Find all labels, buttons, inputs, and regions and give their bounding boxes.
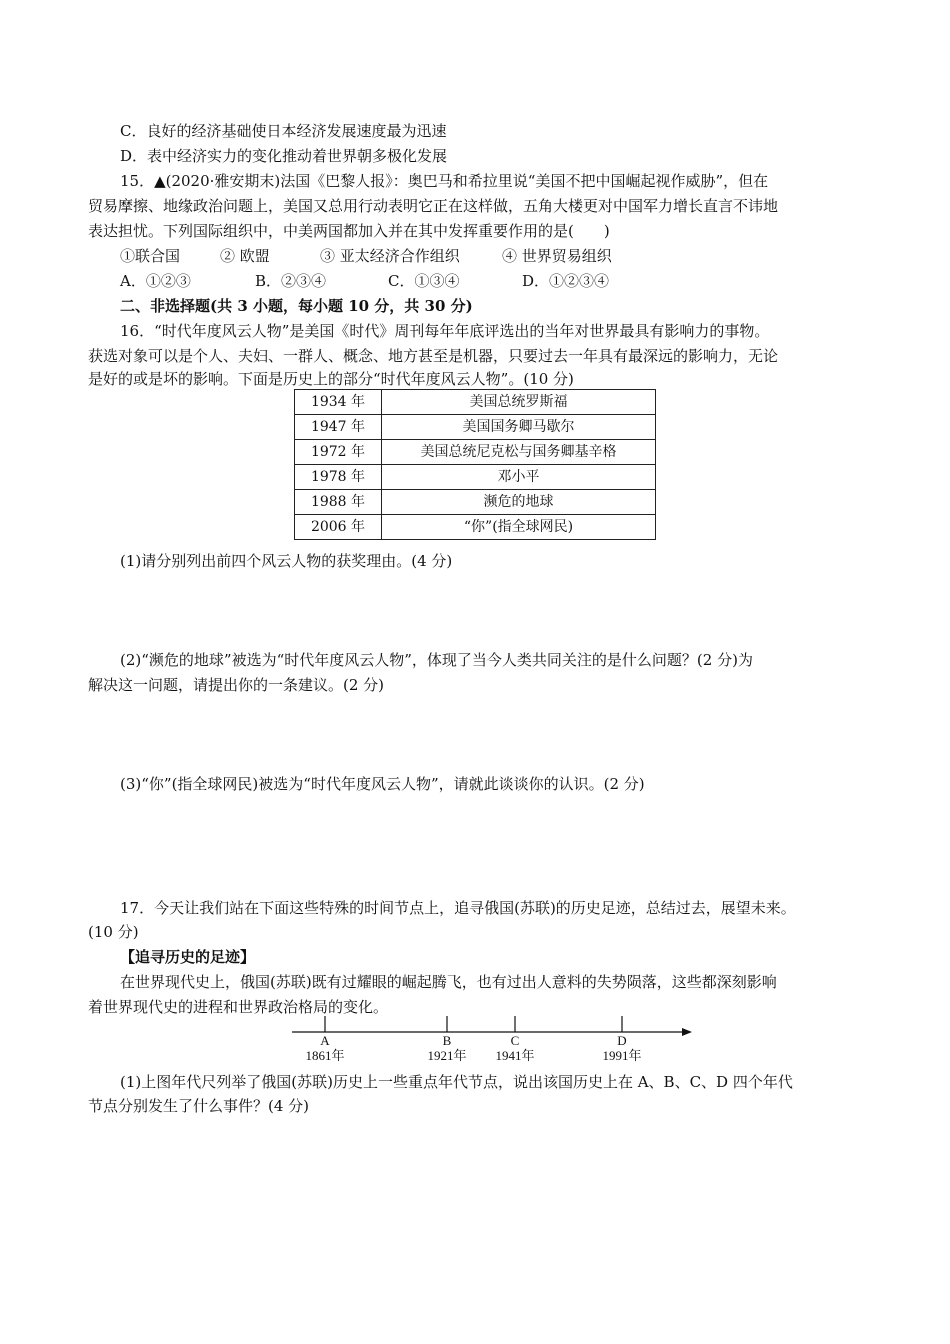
timeline-marks bbox=[305, 1016, 641, 1063]
q14-option-d: D．表中经济实力的变化推动着世界朝多极化发展 bbox=[120, 147, 448, 165]
table-cell-figure: 濒危的地球 bbox=[382, 490, 656, 515]
person-of-the-year-table bbox=[294, 389, 656, 540]
q16-stem-line3: 是好的或是坏的影响。下面是历史上的部分“时代年度风云人物”。(10 分) bbox=[88, 370, 574, 388]
timeline-node-year: 1941年 bbox=[495, 1048, 535, 1063]
q17-sub1-line1: (1)上图年代尺列举了俄国(苏联)历史上一些重点年代节点，说出该国历史上在 A、B、C、D 四个年代 bbox=[120, 1073, 793, 1091]
timeline-node-label: B bbox=[442, 1033, 452, 1048]
table-row bbox=[295, 440, 656, 465]
table-row bbox=[295, 515, 656, 540]
timeline-node-label: D bbox=[617, 1033, 627, 1048]
q16-sub2-line2: 解决这一问题，请提出你的一条建议。(2 分) bbox=[88, 676, 385, 694]
q17-sub1-line2: 节点分别发生了什么事件？(4 分) bbox=[88, 1097, 310, 1115]
table-cell-figure: “你”(指全球网民) bbox=[382, 515, 656, 540]
q15-org-1: ①联合国 bbox=[120, 247, 181, 265]
table-row bbox=[295, 465, 656, 490]
table-cell-figure: 邓小平 bbox=[382, 465, 656, 490]
table-cell-year: 1934 年 bbox=[295, 390, 382, 415]
timeline-arrow-icon bbox=[682, 1028, 692, 1036]
table-cell-figure: 美国总统尼克松与国务卿基辛格 bbox=[382, 440, 656, 465]
q15-org-4: ④ 世界贸易组织 bbox=[502, 247, 612, 265]
table-row bbox=[295, 490, 656, 515]
q15-stem-line3: 表达担忧。下列国际组织中，中美两国都加入并在其中发挥重要作用的是( ) bbox=[88, 222, 610, 240]
q16-sub2-line1: (2)“濒危的地球”被选为“时代年度风云人物”，体现了当今人类共同关注的是什么问题？(2 分)为 bbox=[120, 651, 753, 669]
q17-intro-line2: 着世界现代史的进程和世界政治格局的变化。 bbox=[88, 998, 389, 1016]
q15-choice-b: B．②③④ bbox=[255, 272, 327, 290]
table-cell-year: 1947 年 bbox=[295, 415, 382, 440]
q17-intro-line1: 在世界现代史上，俄国(苏联)既有过耀眼的崛起腾飞，也有过出人意料的失势陨落，这些都深刻影响 bbox=[120, 973, 777, 991]
q14-option-c: C．良好的经济基础使日本经济发展速度最为迅速 bbox=[120, 122, 447, 140]
table-row bbox=[295, 415, 656, 440]
q15-stem-line1: 15．▲(2020·雅安期末)法国《巴黎人报》：奥巴马和希拉里说“美国不把中国崛起视作威胁”，但在 bbox=[120, 172, 769, 190]
table-cell-year: 1972 年 bbox=[295, 440, 382, 465]
timeline-node-label: A bbox=[320, 1033, 330, 1048]
q16-sub1: (1)请分别列出前四个风云人物的获奖理由。(4 分) bbox=[120, 552, 453, 570]
table-row bbox=[295, 390, 656, 415]
q17-stem-line1: 17．今天让我们站在下面这些特殊的时间节点上，追寻俄国(苏联)的历史足迹，总结过去，展望未来。 bbox=[120, 899, 796, 917]
q15-choice-c: C．①③④ bbox=[388, 272, 460, 290]
timeline-node-label: C bbox=[510, 1033, 520, 1048]
q16-stem-line2: 获选对象可以是个人、夫妇、一群人、概念、地方甚至是机器，只要过去一年具有最深远的影响力，无论 bbox=[88, 347, 779, 365]
q15-org-3: ③ 亚太经济合作组织 bbox=[320, 247, 460, 265]
timeline-node-year: 1921年 bbox=[427, 1048, 467, 1063]
table-cell-year: 2006 年 bbox=[295, 515, 382, 540]
q16-stem-line1: 16．“时代年度风云人物”是美国《时代》周刊每年年底评选出的当年对世界最具有影响力的事物。 bbox=[120, 322, 770, 340]
timeline-node-year: 1991年 bbox=[602, 1048, 642, 1063]
table-cell-year: 1988 年 bbox=[295, 490, 382, 515]
table-cell-year: 1978 年 bbox=[295, 465, 382, 490]
year-timeline bbox=[280, 1010, 700, 1066]
q17-heading: 【追寻历史的足迹】 bbox=[120, 948, 256, 966]
timeline-node-year: 1861年 bbox=[305, 1048, 345, 1063]
table-cell-figure: 美国国务卿马歇尔 bbox=[382, 415, 656, 440]
section-2-title: 二、非选择题(共 3 小题，每小题 10 分，共 30 分) bbox=[120, 297, 473, 315]
q15-choice-d: D．①②③④ bbox=[522, 272, 610, 290]
q16-sub3: (3)“你”(指全球网民)被选为“时代年度风云人物”，请就此谈谈你的认识。(2 分) bbox=[120, 775, 645, 793]
q15-stem-line2: 贸易摩擦、地缘政治问题上，美国又总用行动表明它正在这样做，五角大楼更对中国军力增长直言不讳地 bbox=[88, 197, 779, 215]
table-cell-figure: 美国总统罗斯福 bbox=[382, 390, 656, 415]
q15-choice-a: A．①②③ bbox=[120, 272, 191, 290]
q15-org-2: ② 欧盟 bbox=[220, 247, 270, 265]
q17-stem-line2: (10 分) bbox=[88, 923, 139, 941]
